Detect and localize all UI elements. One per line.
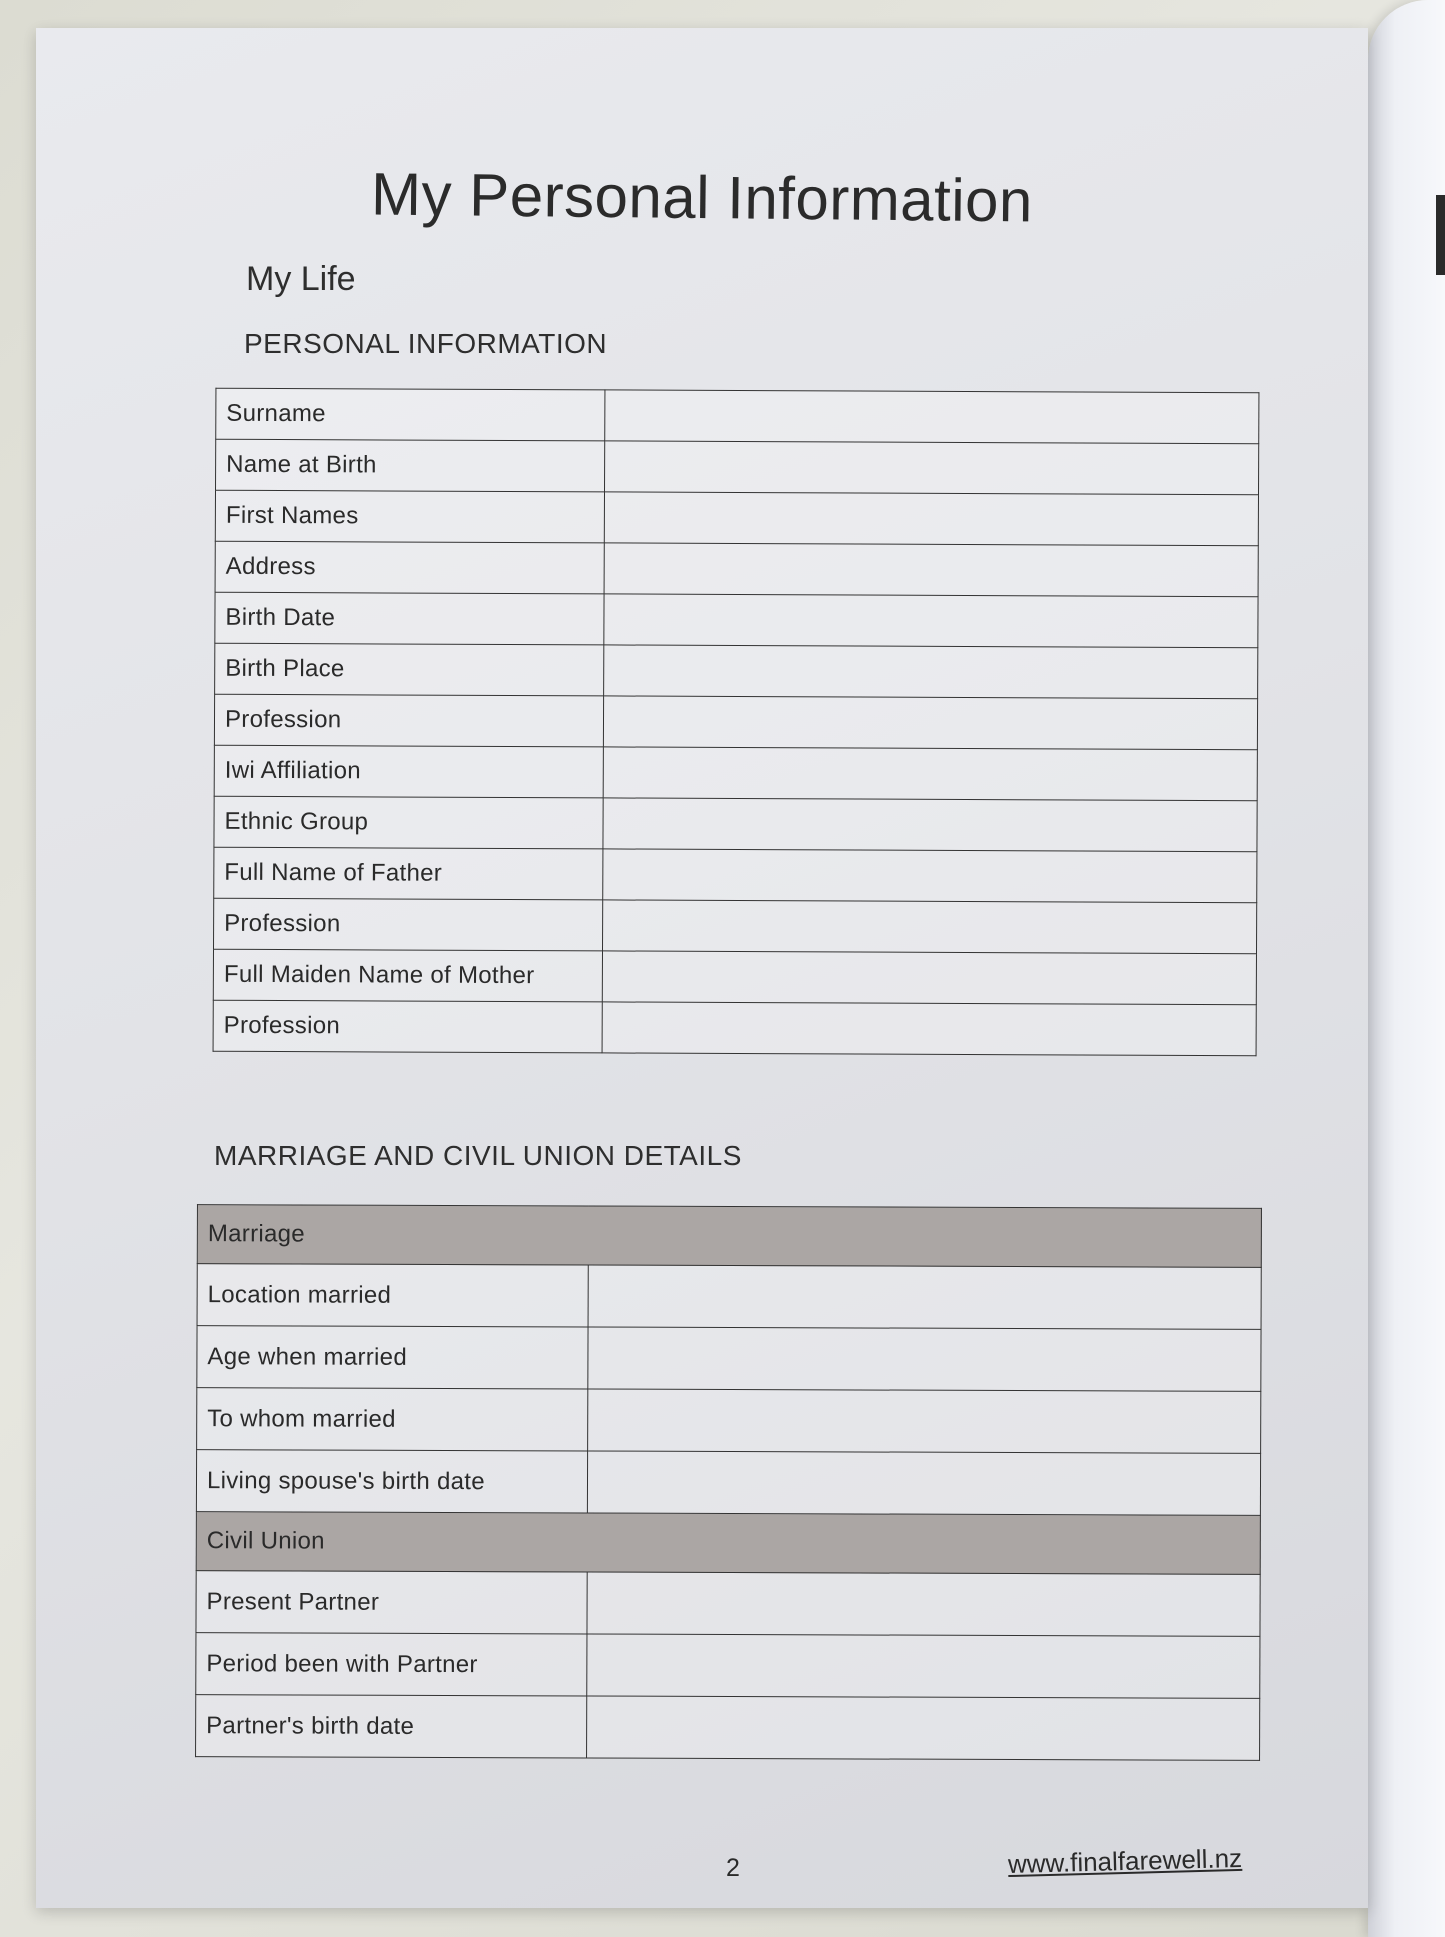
- ethnic-group-label: Ethnic Group: [214, 796, 603, 849]
- adjacent-page-mark: [1436, 195, 1445, 275]
- birth-place-field[interactable]: [604, 645, 1258, 699]
- table-row: [213, 949, 1256, 1005]
- first-names-field[interactable]: [604, 492, 1258, 546]
- table-row: [197, 1264, 1261, 1330]
- iwi-affiliation-field[interactable]: [603, 747, 1257, 801]
- marriage-civil-union-table: [195, 1204, 1262, 1761]
- address-label: Address: [215, 541, 604, 594]
- table-row: [197, 1326, 1261, 1392]
- table-row: [215, 490, 1258, 546]
- civil-union-group-row: [196, 1512, 1260, 1575]
- marriage-group-label: Marriage: [197, 1205, 1261, 1268]
- name-at-birth-label: Name at Birth: [216, 439, 605, 492]
- table-row: [215, 643, 1258, 699]
- page-title: My Personal Information: [370, 160, 1034, 235]
- surname-label: Surname: [216, 388, 605, 441]
- table-row: [196, 1571, 1260, 1637]
- birth-date-field[interactable]: [604, 594, 1258, 648]
- table-row: [196, 1450, 1260, 1516]
- birth-date-label: Birth Date: [215, 592, 604, 645]
- table-row: [215, 592, 1258, 648]
- document-page: [36, 28, 1368, 1908]
- present-partner-field[interactable]: [587, 1572, 1260, 1636]
- table-row: [214, 898, 1257, 954]
- present-partner-label: Present Partner: [196, 1571, 587, 1634]
- partner-birth-date-label: Partner's birth date: [196, 1695, 587, 1758]
- page-subtitle: My Life: [246, 260, 356, 298]
- table-row: [213, 1000, 1256, 1056]
- ethnic-group-field[interactable]: [603, 798, 1257, 852]
- mother-maiden-name-label: Full Maiden Name of Mother: [213, 949, 602, 1002]
- table-row: [215, 541, 1258, 597]
- profession-field[interactable]: [603, 696, 1257, 750]
- period-with-partner-label: Period been with Partner: [196, 1633, 587, 1696]
- period-with-partner-field[interactable]: [587, 1634, 1260, 1698]
- table-row: [214, 847, 1257, 903]
- civil-union-group-label: Civil Union: [196, 1512, 1260, 1575]
- profession-label: Profession: [214, 694, 603, 747]
- partner-birth-date-field[interactable]: [587, 1696, 1260, 1760]
- table-row: [216, 388, 1259, 444]
- website-link[interactable]: www.finalfarewell.nz: [1007, 1842, 1243, 1880]
- surname-field[interactable]: [605, 390, 1259, 444]
- personal-information-heading: PERSONAL INFORMATION: [244, 328, 608, 359]
- adjacent-page-edge: [1368, 0, 1445, 1937]
- age-when-married-field[interactable]: [588, 1327, 1261, 1391]
- first-names-label: First Names: [215, 490, 604, 543]
- mother-profession-label: Profession: [213, 1000, 602, 1053]
- spouse-birth-date-field[interactable]: [587, 1451, 1260, 1515]
- page-number: 2: [726, 1854, 740, 1882]
- address-field[interactable]: [604, 543, 1258, 597]
- mother-maiden-name-field[interactable]: [602, 951, 1256, 1005]
- mother-profession-field[interactable]: [602, 1002, 1256, 1056]
- location-married-label: Location married: [197, 1264, 588, 1327]
- to-whom-married-label: To whom married: [197, 1388, 588, 1451]
- birth-place-label: Birth Place: [215, 643, 604, 696]
- table-row: [214, 694, 1257, 750]
- iwi-affiliation-label: Iwi Affiliation: [214, 745, 603, 798]
- spouse-birth-date-label: Living spouse's birth date: [196, 1450, 587, 1513]
- age-when-married-label: Age when married: [197, 1326, 588, 1389]
- table-row: [216, 439, 1259, 495]
- marriage-group-row: [197, 1205, 1261, 1268]
- table-row: [214, 796, 1257, 852]
- table-row: [197, 1388, 1261, 1454]
- father-profession-field[interactable]: [602, 900, 1256, 954]
- father-name-field[interactable]: [603, 849, 1257, 903]
- table-row: [196, 1695, 1260, 1761]
- table-row: [196, 1633, 1260, 1699]
- father-profession-label: Profession: [214, 898, 603, 951]
- marriage-civil-union-heading: MARRIAGE AND CIVIL UNION DETAILS: [214, 1140, 742, 1171]
- name-at-birth-field[interactable]: [605, 441, 1259, 495]
- father-name-label: Full Name of Father: [214, 847, 603, 900]
- table-row: [214, 745, 1257, 801]
- personal-information-table: [213, 388, 1260, 1057]
- location-married-field[interactable]: [588, 1265, 1261, 1329]
- to-whom-married-field[interactable]: [588, 1389, 1261, 1453]
